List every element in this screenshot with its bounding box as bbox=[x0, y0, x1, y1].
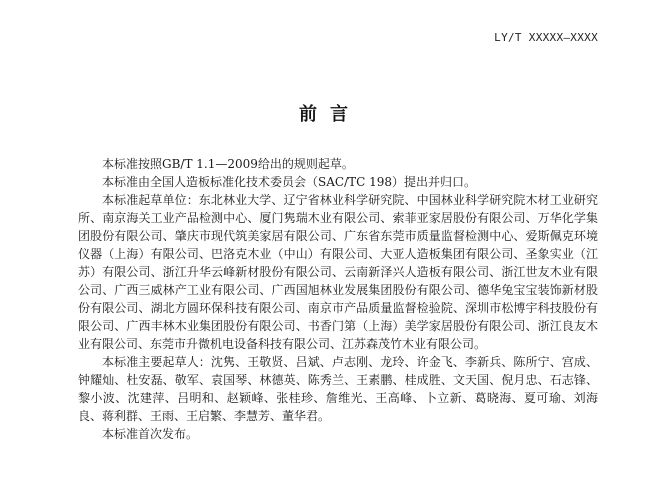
paragraph-drafters: 本标准主要起草人：沈隽、王敬贤、吕斌、卢志刚、龙玲、许金飞、李新兵、陈所宁、宫成、钟耀灿、杜安磊、敬军、袁国琴、林德英、陈秀兰、王素鹏、桂成胜、文天国、倪月忠、石志锋、黎小波、沈建萍、吕明和、赵颖峰、张桂珍、詹维光、王高峰、卜立新、葛晓海、夏可瑜、刘海良、蒋利群、王雨、王启繁、李慧芳、董华君。 bbox=[78, 355, 598, 423]
document-body bbox=[78, 155, 598, 443]
paragraph-proposer: 本标准由全国人造板标准化技术委员会（SAC/TC 198）提出并归口。 bbox=[102, 175, 477, 189]
paragraph-drafting-rules: 本标准按照GB/T 1.1—2009给出的规则起草。 bbox=[102, 157, 354, 171]
paragraph-first-release: 本标准首次发布。 bbox=[102, 427, 199, 441]
paragraph-drafting-units: 本标准起草单位：东北林业大学、辽宁省林业科学研究院、中国林业科学研究院木材工业研究所、南京海关工业产品检测中心、厦门隽瑞木业有限公司、索菲亚家居股份有限公司、万华化学集团股份有限公司、肇庆市现代筑美家居有限公司、广东省东莞市质量监督检测中心、爱斯佩克环境仪器（上海）有限公司、巴洛克木业（中山）有限公司、大亚人造板集团有限公司、圣象实业（江苏）有限公司、浙江升华云峰新材股份有限公司、云南新泽兴人造板有限公司、浙江世友木业有限公司、广西三威林产工业有限公司、广西国旭林业发展集团股份有限公司、德华兔宝宝装饰新材股份有限公司、湖北方圆环保科技有限公司、南京市产品质量监督检验院、深圳市松博宇科技股份有限公司、广西丰林木业集团股份有限公司、书香门第（上海）美学家居股份有限公司、浙江良友木业有限公司、东莞市升微机电设备科技有限公司、江苏森茂竹木业有限公司。 bbox=[78, 193, 598, 351]
page-title: 前言 bbox=[299, 104, 361, 125]
document-code: LY/T XXXXX—XXXX bbox=[494, 31, 598, 44]
